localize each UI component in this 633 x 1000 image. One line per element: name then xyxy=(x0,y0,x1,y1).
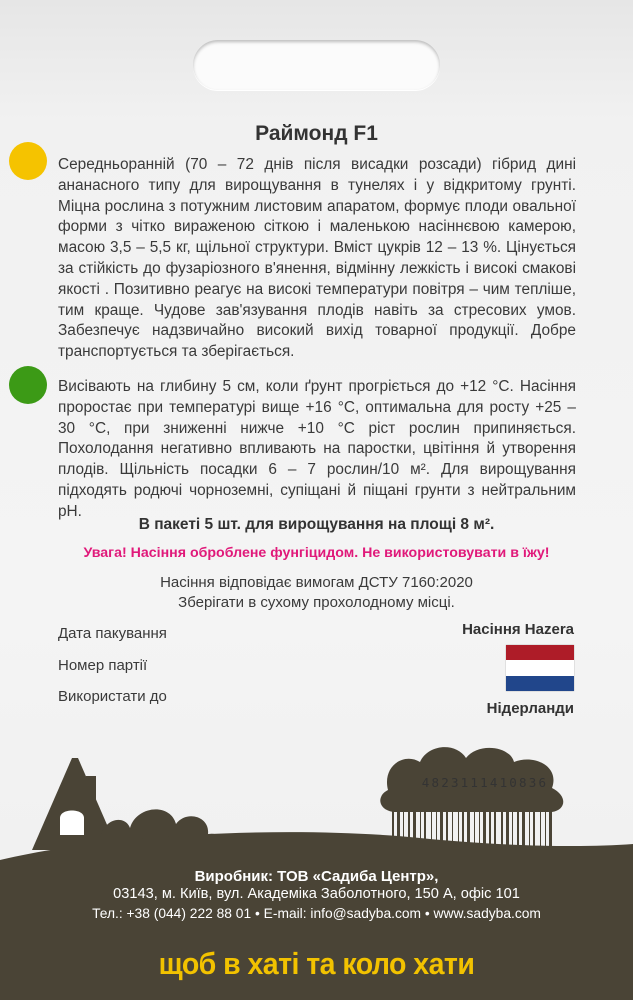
hanging-hole xyxy=(193,40,440,90)
use-by-label: Використати до xyxy=(58,688,167,705)
fungicide-warning: Увага! Насіння оброблене фунгіцидом. Не використовувати в їжу! xyxy=(83,545,550,561)
package-info: В пакеті 5 шт. для вирощування на площі 8 м². xyxy=(138,516,495,533)
manufacturer-contacts: Тел.: +38 (044) 222 88 01 • E-mail: info@sadyba.com • www.sadyba.com xyxy=(92,906,541,921)
batch-number-label: Номер партії xyxy=(58,657,148,674)
storage-line: Зберігати в сухому прохолодному місці. xyxy=(178,594,455,611)
manufacturer-name: Виробник: ТОВ «Садиба Центр», xyxy=(194,868,439,885)
barcode-number: 4823111410836 xyxy=(421,775,549,790)
origin-country: Нідерланди xyxy=(486,700,574,717)
manufacturer-address: 03143, м. Київ, вул. Академіка Заболотного, 150 А, офіс 101 xyxy=(113,886,520,902)
slogan: щоб в хаті та коло хати xyxy=(158,946,475,981)
cultivation-bullet-icon xyxy=(9,366,47,404)
description-text: Середньоранній (70 – 72 днів після висадки розсади) гібрид дині ананасного типу для вирощування в тунелях і у відкритому грунті. Міцна рослина з потужним листовим апаратом, формує плоди овальної форми з чітко вираженою сіткою і маленькою насіннєвою камерою, масою 3,5 – 5,5 кг, щільної структури. Вміст цукрів 12 – 13 %. Цінується за стійкість до фузаріозного в'янення, відмінну лежкість і високі смакові якості . Позитивно реагує на високі температури повітря – чим тепліше, тим краще. Чудове зав'язування плодів навіть за стресових умов. Забезпечує надзвичайно високий вихід товарної продукції. Добре транспортується та зберігається. xyxy=(58,156,576,361)
standards-block xyxy=(0,573,633,613)
netherlands-flag-icon xyxy=(506,645,574,691)
standard-line: Насіння відповідає вимогам ДСТУ 7160:2020 xyxy=(160,574,473,591)
cultivation-text: Висівають на глибину 5 см, коли ґрунт прогріється до +12 °С. Насіння проростає при температурі вище +16 °С, оптимальна для росту +25 – 30 °С, при зниженні нижче +10 °С ріст рослин припиняється. Похолодання негативно впливають на паростки, цвітіння й утворення плодів. Щільність посадки 6 – 7 рослин/10 м². Для вирощування підходять родючі чорноземні, супіщані й піщані грунти з нейтральним рН. xyxy=(58,378,576,520)
product-title: Раймонд F1 xyxy=(255,122,378,145)
description-bullet-icon xyxy=(9,142,47,180)
pack-date-label: Дата пакування xyxy=(58,625,167,642)
seed-brand: Насіння Hazera xyxy=(462,621,574,638)
